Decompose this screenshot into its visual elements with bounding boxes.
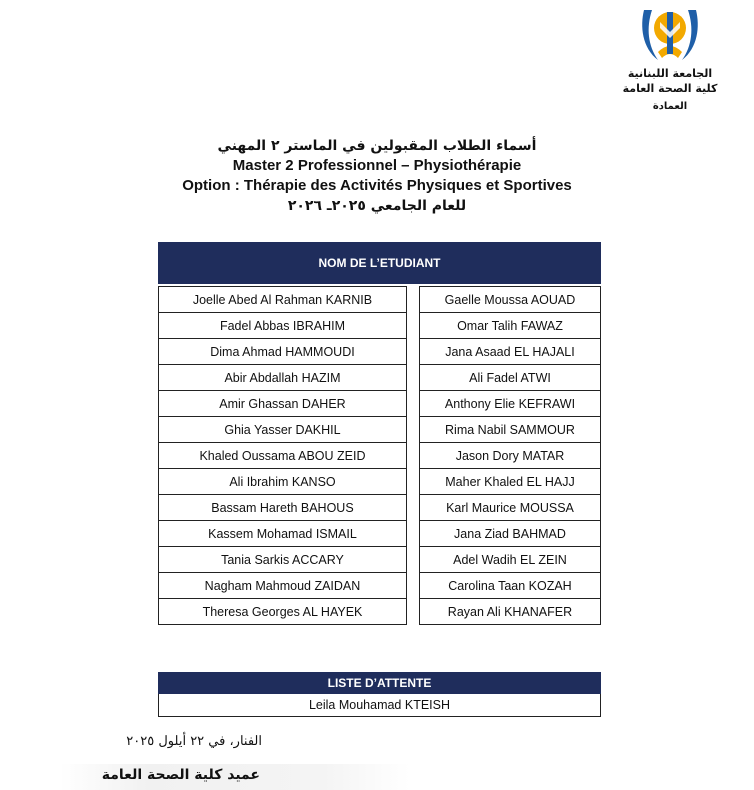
- student-name: Carolina Taan KOZAH: [419, 573, 600, 599]
- table-row: [159, 287, 601, 313]
- student-name: Gaelle Moussa AOUAD: [419, 287, 600, 313]
- table-row: [159, 521, 601, 547]
- table-header: NOM DE L’ETUDIANT: [159, 243, 601, 284]
- student-name: Maher Khaled EL HAJJ: [419, 469, 600, 495]
- student-name: Abir Abdallah HAZIM: [159, 365, 407, 391]
- university-logo-block: [610, 2, 730, 114]
- student-name: Tania Sarkis ACCARY: [159, 547, 407, 573]
- program-title: Master 2 Professionnel – Physiothérapie: [232, 157, 522, 174]
- student-name: Khaled Oussama ABOU ZEID: [159, 443, 407, 469]
- student-name: Rayan Ali KHANAFER: [419, 599, 600, 625]
- student-name: Ali Fadel ATWI: [419, 365, 600, 391]
- table-row: [159, 365, 601, 391]
- document-titles: [0, 136, 754, 216]
- table-row: [159, 495, 601, 521]
- student-name: Fadel Abbas IBRAHIM: [159, 313, 407, 339]
- student-name: Anthony Elie KEFRAWI: [419, 391, 600, 417]
- student-name: Jana Ziad BAHMAD: [419, 521, 600, 547]
- faculty-name: كلية الصحة العامة: [622, 82, 718, 95]
- table-row: [159, 694, 601, 717]
- dean-title: عميد كلية الصحة العامة: [101, 767, 260, 783]
- table-row: [159, 547, 601, 573]
- table-row: [159, 313, 601, 339]
- table-row: [159, 469, 601, 495]
- table-row: [159, 573, 601, 599]
- student-name: Theresa Georges AL HAYEK: [159, 599, 407, 625]
- student-name: Ghia Yasser DAKHIL: [159, 417, 407, 443]
- waiting-list-table: [158, 672, 601, 717]
- student-name: Bassam Hareth BAHOUS: [159, 495, 407, 521]
- waiting-list-header: LISTE D’ATTENTE: [159, 673, 601, 694]
- table-row: [159, 599, 601, 625]
- student-name: Kassem Mohamad ISMAIL: [159, 521, 407, 547]
- option-title: Option : Thérapie des Activités Physiques et Sportives: [182, 177, 572, 194]
- student-name: Amir Ghassan DAHER: [159, 391, 407, 417]
- student-name: Omar Talih FAWAZ: [419, 313, 600, 339]
- student-name: Nagham Mahmoud ZAIDAN: [159, 573, 407, 599]
- student-name: Dima Ahmad HAMMOUDI: [159, 339, 407, 365]
- table-row: [159, 391, 601, 417]
- arabic-title: أسماء الطلاب المقبولين في الماستر ٢ المهني: [217, 138, 537, 154]
- admitted-students-table: [158, 242, 601, 625]
- table-row: [159, 339, 601, 365]
- academic-year: للعام الجامعي ٢٠٢٥ـ ٢٠٢٦: [287, 198, 467, 214]
- table-row: [159, 417, 601, 443]
- student-name: Joelle Abed Al Rahman KARNIB: [159, 287, 407, 313]
- table-row: [159, 443, 601, 469]
- student-name: Rima Nabil SAMMOUR: [419, 417, 600, 443]
- student-name: Karl Maurice MOUSSA: [419, 495, 600, 521]
- place-date: الفنار، في ٢٢ أيلول ٢٠٢٥: [126, 734, 262, 749]
- waiting-student-name: Leila Mouhamad KTEISH: [159, 694, 601, 717]
- university-name: الجامعة اللبنانية: [627, 67, 713, 80]
- student-name: Adel Wadih EL ZEIN: [419, 547, 600, 573]
- student-name: Jason Dory MATAR: [419, 443, 600, 469]
- office-name: العمادة: [652, 101, 688, 112]
- student-name: Ali Ibrahim KANSO: [159, 469, 407, 495]
- student-name: Jana Asaad EL HAJALI: [419, 339, 600, 365]
- lebanese-university-logo-icon: [638, 2, 702, 66]
